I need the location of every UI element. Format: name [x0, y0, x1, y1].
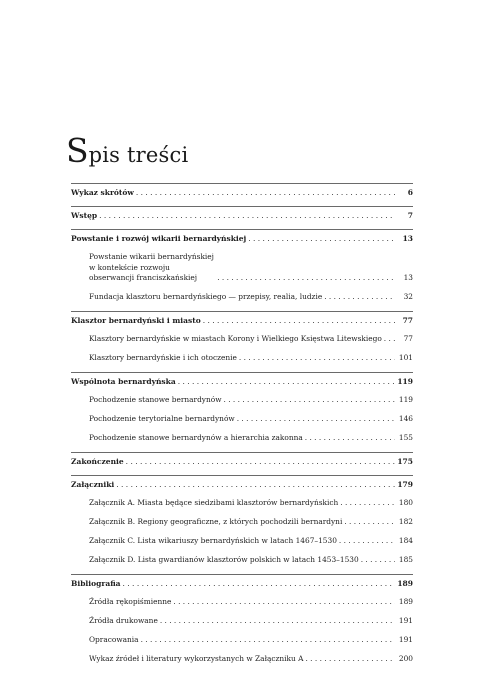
toc-subentry-title: Klasztory bernardyńskie w miastach Korony i Wielkiego Księstwa Litewskiego [89, 334, 382, 343]
toc-page-number: 189 [397, 579, 413, 588]
dot-leader [99, 211, 395, 222]
dot-leader [361, 555, 395, 566]
toc-subentry-title: Załącznik A. Miasta będące siedzibami klasztorów bernardyńskich [89, 498, 339, 507]
toc-entry-title: Klasztor bernardyński i miasto [71, 316, 201, 325]
page-title-rest: pis treści [88, 143, 189, 167]
dot-leader [239, 353, 395, 364]
toc-group-zalaczniki [71, 475, 413, 566]
toc-page-number: 7 [407, 211, 413, 220]
section-divider [71, 574, 413, 575]
toc-subentry-title: Załącznik B. Regiony geograficzne, z których pochodzili bernardyni [89, 517, 343, 526]
dot-leader [178, 377, 395, 388]
toc-page-number: 179 [397, 480, 413, 489]
toc-entry-wstep[interactable] [71, 211, 413, 222]
toc-entry-wykaz-skrotow[interactable] [71, 188, 413, 199]
section-divider [71, 183, 413, 184]
toc-subentry[interactable] [71, 395, 413, 406]
dot-leader [141, 635, 395, 646]
toc-subentry-title: Powstanie wikarii bernardyńskiej w kontekście rozwoju obserwancji franciszkańskiej [89, 252, 214, 282]
toc-page-number: 182 [398, 517, 413, 526]
toc-page-number: 184 [398, 536, 413, 545]
dot-leader [339, 536, 395, 547]
toc-page-number: 175 [397, 457, 413, 466]
dot-leader [123, 579, 395, 590]
toc-subentry[interactable] [71, 654, 413, 665]
section-divider [71, 372, 413, 373]
toc-entry-powstanie[interactable] [71, 234, 413, 245]
dot-leader [305, 654, 395, 665]
toc-entry-title: Wykaz skrótów [71, 188, 134, 197]
toc-entry-title: Bibliografia [71, 579, 121, 588]
dot-leader [340, 498, 395, 509]
dot-leader [126, 457, 395, 468]
toc-subentry[interactable] [71, 597, 413, 608]
dot-leader [217, 273, 395, 284]
dot-leader [203, 316, 395, 327]
toc-subentry[interactable] [71, 635, 413, 646]
section-divider [71, 475, 413, 476]
toc-group-wykaz [71, 183, 413, 199]
toc-page-number: 155 [398, 433, 413, 442]
toc-page-number: 180 [398, 498, 413, 507]
toc-page-number: 77 [403, 334, 413, 343]
toc-subentry-title: Klasztory bernardyńskie i ich otoczenie [89, 353, 237, 362]
toc-group-wspolnota [71, 372, 413, 444]
toc-subentry-title: Pochodzenie stanowe bernardynów [89, 395, 222, 404]
toc-subentry[interactable] [71, 252, 413, 284]
toc-subentry-title: Załącznik D. Lista gwardianów klasztorów polskich w latach 1453–1530 [89, 555, 359, 564]
dot-leader [224, 395, 395, 406]
toc-page-number: 119 [398, 395, 413, 404]
dot-leader [237, 414, 395, 425]
toc-group-klasztor [71, 311, 413, 364]
dot-leader [248, 234, 395, 245]
table-of-contents [71, 183, 413, 673]
toc-page-number: 101 [398, 353, 413, 362]
section-divider [71, 206, 413, 207]
toc-subentry[interactable] [71, 433, 413, 444]
toc-entry-title: Załączniki [71, 480, 115, 489]
toc-subentry[interactable] [71, 517, 413, 528]
toc-subentry-title: Źródła rękopiśmienne [89, 597, 172, 606]
toc-page-number: 13 [403, 273, 413, 282]
toc-entry-title: Wstęp [71, 211, 98, 220]
section-divider [71, 452, 413, 453]
toc-group-bibliografia [71, 574, 413, 665]
toc-entry-bibliografia[interactable] [71, 579, 413, 590]
section-divider [71, 229, 413, 230]
dot-leader [160, 616, 395, 627]
toc-subentry-title: Źródła drukowane [89, 616, 158, 625]
toc-entry-zalaczniki[interactable] [71, 480, 413, 491]
toc-subentry-title: Opracowania [89, 635, 139, 644]
toc-page-number: 189 [398, 597, 413, 606]
toc-entry-wspolnota[interactable] [71, 377, 413, 388]
dot-leader [305, 433, 395, 444]
toc-entry-title: Zakończenie [71, 457, 124, 466]
toc-subentry[interactable] [71, 292, 413, 303]
toc-group-powstanie [71, 229, 413, 303]
dot-leader [116, 480, 395, 491]
section-divider [71, 311, 413, 312]
toc-subentry-title: Załącznik C. Lista wikariuszy bernardyńskich w latach 1467–1530 [89, 536, 337, 545]
toc-subentry[interactable] [71, 353, 413, 364]
toc-page-number: 146 [398, 414, 413, 423]
toc-page-number: 191 [398, 635, 413, 644]
toc-group-zakonczenie [71, 452, 413, 468]
toc-subentry-title: Pochodzenie terytorialne bernardynów [89, 414, 235, 423]
toc-subentry[interactable] [71, 616, 413, 627]
toc-subentry-title: Wykaz źródeł i literatury wykorzystanych w Załączniku A [89, 654, 304, 663]
dot-leader [136, 188, 395, 199]
toc-page-number: 200 [398, 654, 413, 663]
toc-subentry[interactable] [71, 498, 413, 509]
dot-leader [324, 292, 395, 303]
toc-page-number: 13 [402, 234, 413, 243]
dot-leader [384, 334, 395, 345]
toc-page-number: 185 [398, 555, 413, 564]
page-title-initial: S [66, 131, 89, 170]
page-title [66, 131, 189, 170]
toc-entry-title: Wspólnota bernardyńska [71, 377, 176, 386]
toc-subentry[interactable] [71, 414, 413, 425]
toc-subentry[interactable] [71, 536, 413, 547]
toc-group-wstep [71, 206, 413, 222]
dot-leader [173, 597, 395, 608]
toc-subentry[interactable] [71, 555, 413, 566]
toc-subentry-title: Pochodzenie stanowe bernardynów a hierarchia zakonna [89, 433, 303, 442]
toc-entry-klasztor[interactable] [71, 316, 413, 327]
toc-page-number: 191 [398, 616, 413, 625]
toc-page-number: 6 [407, 188, 413, 197]
toc-page-number: 119 [397, 377, 413, 386]
toc-subentry-title: Fundacja klasztoru bernardyńskiego — przepisy, realia, ludzie [89, 292, 323, 301]
toc-entry-zakonczenie[interactable] [71, 457, 413, 468]
toc-page-number: 77 [402, 316, 413, 325]
dot-leader [344, 517, 395, 528]
toc-page-number: 32 [403, 292, 413, 301]
toc-entry-title: Powstanie i rozwój wikarii bernardyńskiej [71, 234, 247, 243]
toc-subentry[interactable] [71, 334, 413, 345]
